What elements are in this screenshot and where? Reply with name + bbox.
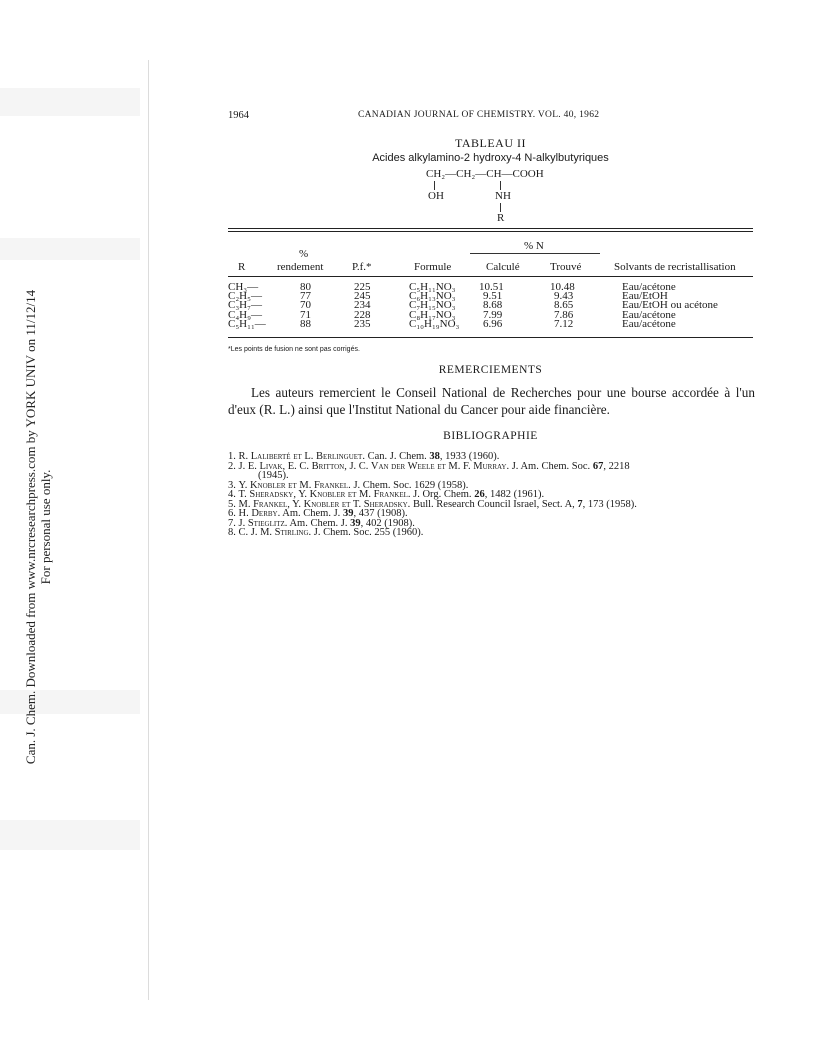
cell-pf: 245 [354,290,371,303]
bond-oh [434,181,435,190]
table-subtitle: Acides alkylamino-2 hydroxy-4 N-alkylbutyriques [372,152,609,164]
ref-number: 2. [228,460,236,472]
ref-authors: J. E. Livak, E. C. Britton, J. C. Van der Weele et M. F. Murray. [238,460,510,472]
bond-nh [500,181,501,190]
ref-source: J. Chem. Soc. 1629 (1958). [350,479,469,491]
ref-authors: H. Derby. [238,508,281,519]
table-row [228,317,753,330]
ref-number: 5. [228,498,236,510]
cell-pf: 225 [354,281,371,293]
reference-item [228,528,768,538]
remerciements-heading: REMERCIEMENTS [438,364,543,376]
cell-r: C₄H₉— [228,308,262,321]
col-header-rendement: rendement [277,261,324,273]
ref-source: Bull. Research Council Israel, Sect. A, [410,498,578,510]
cell-rendement: 71 [300,308,311,321]
ref-source: (1945). [258,470,289,481]
bond-r [500,203,501,212]
cell-r: C₂H₅— [228,290,262,303]
watermark-line-1: Can. J. Chem. Downloaded from www.nrcresearchpress.com by YORK UNIV on 11/12/14 [23,289,38,765]
col-header-pct-n: % N [524,240,544,252]
col-header-formule: Formule [414,261,452,273]
ref-source: Am. Chem. J. [287,517,351,529]
page-number: 1964 [228,110,249,121]
ref-volume: 7 [577,498,583,510]
ref-source: J. Am. Chem. Soc. [509,460,593,472]
cell-calcule: 7.99 [483,308,503,321]
table-footnote: *Les points de fusion ne sont pas corrigés. [228,346,360,353]
cell-trouve: 10.48 [550,281,575,293]
ref-source: J. Chem. Soc. 255 (1960). [311,527,424,538]
cell-pf: 234 [354,299,371,312]
cell-formule: C₈H₁₇NO₃ [409,308,456,321]
cell-rendement: 80 [300,281,311,293]
cell-trouve: 9.43 [554,290,574,303]
scan-edge-line [148,60,149,1000]
col-header-pf: P.f.* [352,261,372,273]
ref-pages: , 402 (1908). [360,517,415,529]
header-bottom-rule [228,276,753,277]
col-header-r: R [238,261,246,273]
scan-noise-mid2 [0,690,140,714]
reference-item [228,462,768,472]
cell-solvant: Eau/EtOH ou acétone [622,299,718,312]
ref-source: Can. J. Chem. [364,451,430,462]
ref-authors: T. Sheradsky, Y. Knobler et M. Frankel. [238,489,411,500]
table-bottom-rule [228,337,753,338]
cell-calcule: 9.51 [483,290,503,303]
cell-solvant: Eau/acétone [622,281,676,293]
cell-calcule: 8.68 [483,299,503,312]
structure-chain: CH₂—CH₂—CH—COOH [426,168,544,180]
table-title: TABLEAU II [454,136,527,150]
structure-r: R [497,212,505,224]
ref-pages: , 437 (1908). [353,508,408,519]
cell-rendement: 88 [300,317,311,330]
ref-source: Am. Chem. J. [280,508,343,519]
cell-r: CH₃— [228,281,259,293]
remerciements-text: Les auteurs remercient le Conseil National de Recherches pour une bourse accordée à l'un d'eux (R. L.) ainsi que l'Institut National du Cancer pour aide financière. [228,385,755,417]
ref-pages: , 173 (1958). [582,498,637,510]
ref-number: 7. [228,517,236,529]
ref-volume: 67 [592,460,604,472]
col-header-pct-symbol: % [299,248,309,260]
structure-nh: NH [495,190,511,202]
cell-solvant: Eau/acétone [622,317,676,330]
cell-rendement: 77 [300,290,311,303]
cell-trouve: 7.12 [554,317,574,330]
cell-trouve: 7.86 [554,308,574,321]
scan-noise-mid [0,238,140,260]
ref-authors: Y. Knobler et M. Frankel. [238,479,351,491]
structure-oh: OH [428,190,444,202]
ref-number: 6. [228,508,236,519]
reference-list [228,452,768,538]
col-header-trouve: Trouvé [550,261,582,273]
ref-pages: , 1933 (1960). [439,451,500,462]
cell-trouve: 8.65 [554,299,574,312]
ref-authors: C. J. M. Stirling. [238,527,312,538]
cell-formule: C₁₀H₁₉NO₃ [409,317,460,330]
scan-noise-top [0,88,140,116]
cell-formule: C₆H₁₃NO₃ [409,290,456,303]
ref-number: 3. [228,479,236,491]
ref-number: 1. [228,451,236,462]
ref-volume: 39 [350,517,361,529]
cell-calcule: 6.96 [483,317,503,330]
cell-solvant: Eau/acétone [622,308,676,321]
ref-pages: , 2218 [603,460,630,472]
ref-source: J. Org. Chem. [410,489,475,500]
ref-volume: 26 [474,489,485,500]
col-header-calcule: Calculé [486,261,520,273]
cell-pf: 235 [354,317,371,330]
cell-rendement: 70 [300,299,311,312]
cell-solvant: Eau/EtOH [622,290,668,303]
cell-formule: C₇H₁₅NO₃ [409,299,456,312]
table-top-rule [228,228,753,229]
ref-volume: 39 [342,508,354,519]
watermark-line-2: For personal use only. [38,469,53,585]
cell-r: C₅H₁₁— [228,317,266,330]
ref-number: 4. [228,489,236,500]
ref-authors: R. Laliberté et L. Berlinguet. [238,451,365,462]
bibliographie-heading: BIBLIOGRAPHIE [443,430,538,442]
ref-authors: M. Frankel, Y. Knobler et T. Sheradsky. [238,498,411,510]
cell-formule: C₅H₁₁NO₃ [409,281,456,293]
ref-volume: 38 [429,451,440,462]
table-top-rule-2 [228,231,753,232]
col-header-solvants: Solvants de recristallisation [614,261,736,273]
ref-number: 8. [228,527,236,538]
ref-authors: J. Stieglitz. [238,517,288,529]
table-body [228,283,753,329]
journal-title: CANADIAN JOURNAL OF CHEMISTRY. VOL. 40, 1962 [358,110,600,120]
cell-pf: 228 [354,308,371,321]
cell-calcule: 10.51 [479,281,504,293]
pct-n-rule [470,253,600,254]
cell-r: C₃H₇— [228,299,262,312]
scan-noise-low [0,820,140,850]
ref-pages: , 1482 (1961). [484,489,545,500]
download-watermark [23,197,53,857]
